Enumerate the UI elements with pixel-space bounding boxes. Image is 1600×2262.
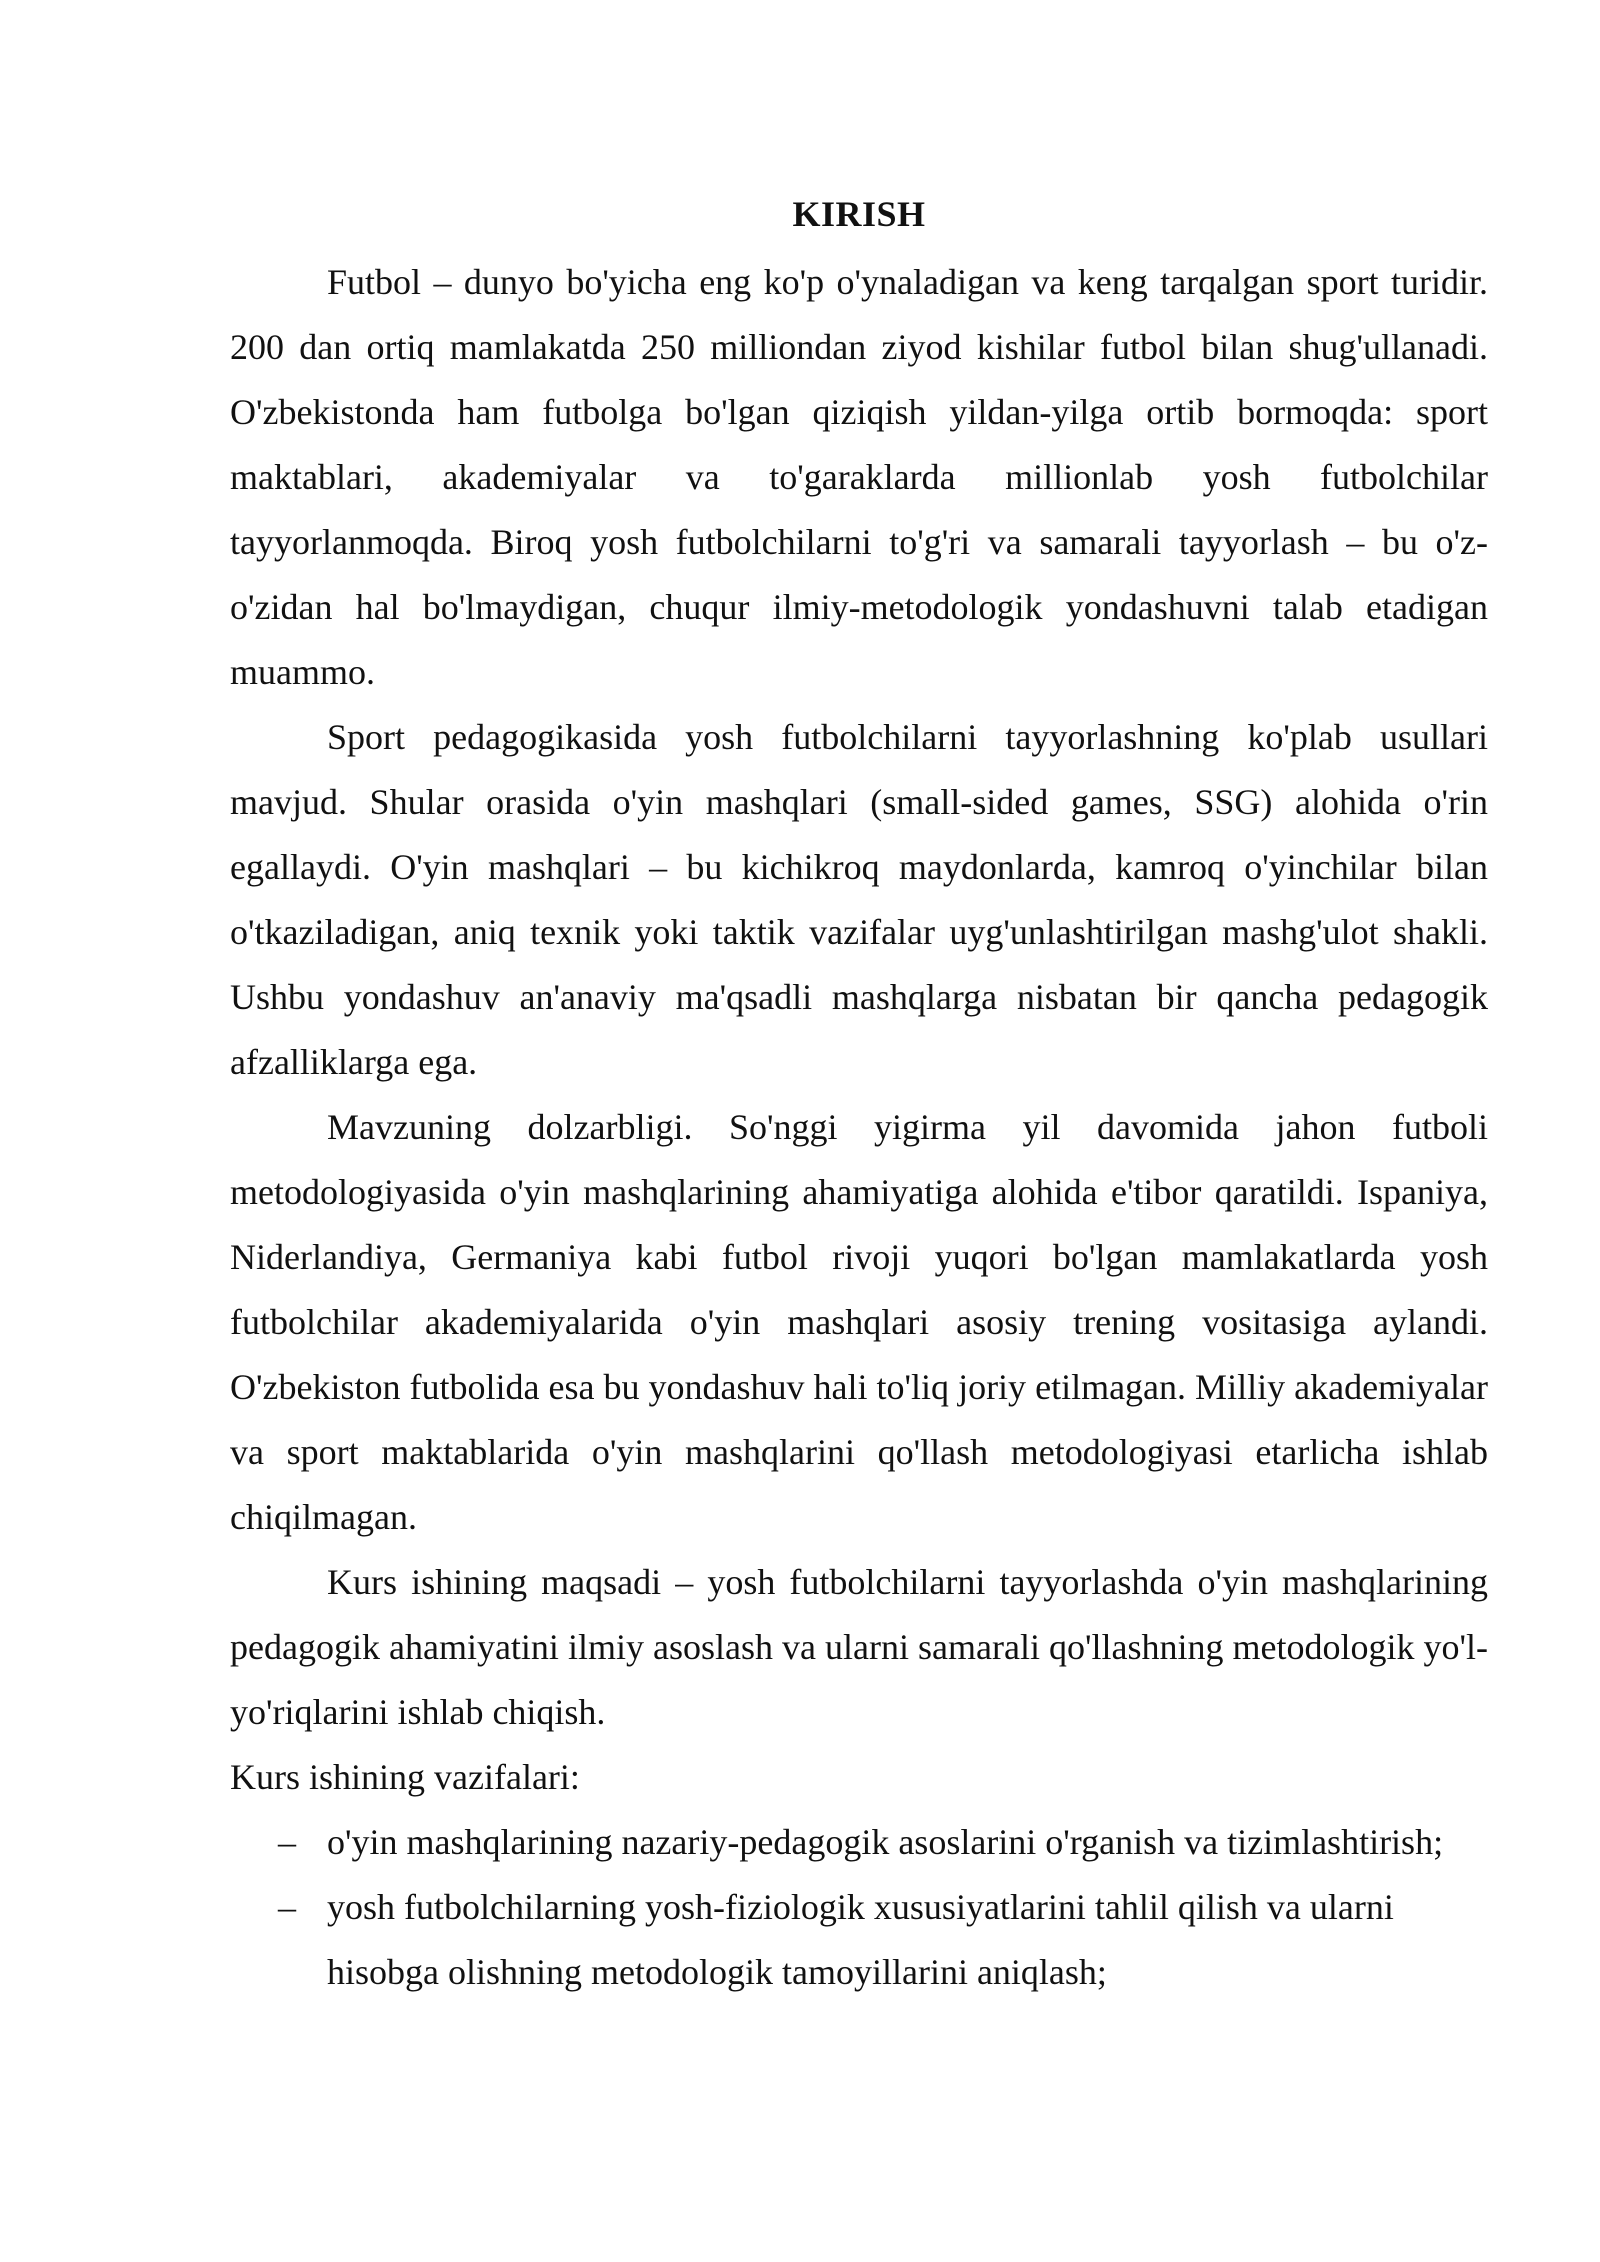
list-item-text: o'yin mashqlarining nazariy-pedagogik asoslarini o'rganish va tizimlashtirish; (327, 1822, 1444, 1862)
paragraph-goal: Kurs ishining maqsadi – yosh futbolchilarni tayyorlashda o'yin mashqlarining pedagogik ahamiyatini ilmiy asoslash va ularni samarali qo'llashning metodologik yo'l-yo'riqlarini ishlab chiqish. (230, 1562, 1488, 1732)
list-item-text: yosh futbolchilarning yosh-fiziologik xususiyatlarini tahlil qilish va ularni hisobga olishning metodologik tamoyillarini aniqlash; (327, 1887, 1394, 1992)
list-item (230, 1810, 1488, 1875)
page-title: KIRISH (792, 194, 926, 234)
paragraph-relevance: Mavzuning dolzarbligi. So'nggi yigirma yil davomida jahon futboli metodologiyasida o'yin mashqlarining ahamiyatiga alohida e'tibor qaratildi. Ispaniya, Niderlandiya, Germaniya kabi futbol rivoji yuqori bo'lgan mamlakatlarda yosh futbolchilar akademiyalarida o'yin mashqlari asosiy trening vositasiga aylandi. O'zbekiston futbolida esa bu yondashuv hali to'liq joriy etilmagan. Milliy akademiyalar va sport maktablarida o'yin mashqlarini qo'llash metodologiyasi etarlicha ishlab chiqilmagan. (230, 1107, 1488, 1537)
tasks-heading: Kurs ishining vazifalari: (230, 1757, 580, 1797)
tasks-list (230, 1810, 1488, 2005)
list-dash-marker: – (278, 1822, 296, 1862)
list-dash-marker: – (278, 1887, 296, 1927)
document-page (230, 190, 1488, 2005)
paragraph-intro: Futbol – dunyo bo'yicha eng ko'p o'ynaladigan va keng tarqalgan sport turidir. 200 dan ortiq mamlakatda 250 milliondan ziyod kishilar futbol bilan shug'ullanadi. O'zbekistonda ham futbolga bo'lgan qiziqish yildan-yilga ortib bormoqda: sport maktablari, akademiyalar va to'garaklarda millionlab yosh futbolchilar tayyorlanmoqda. Biroq yosh futbolchilarni to'g'ri va samarali tayyorlash – bu o'z-o'zidan hal bo'lmaydigan, chuqur ilmiy-metodologik yondashuvni talab etadigan muammo. (230, 262, 1488, 692)
list-item (230, 1875, 1488, 2005)
paragraph-methods: Sport pedagogikasida yosh futbolchilarni tayyorlashning ko'plab usullari mavjud. Shular orasida o'yin mashqlari (small-sided games, SSG) alohida o'rin egallaydi. O'yin mashqlari – bu kichikroq maydonlarda, kamroq o'yinchilar bilan o'tkaziladigan, aniq texnik yoki taktik vazifalar uyg'unlashtirilgan mashg'ulot shakli. Ushbu yondashuv an'anaviy ma'qsadli mashqlarga nisbatan bir qancha pedagogik afzalliklarga ega. (230, 717, 1488, 1082)
